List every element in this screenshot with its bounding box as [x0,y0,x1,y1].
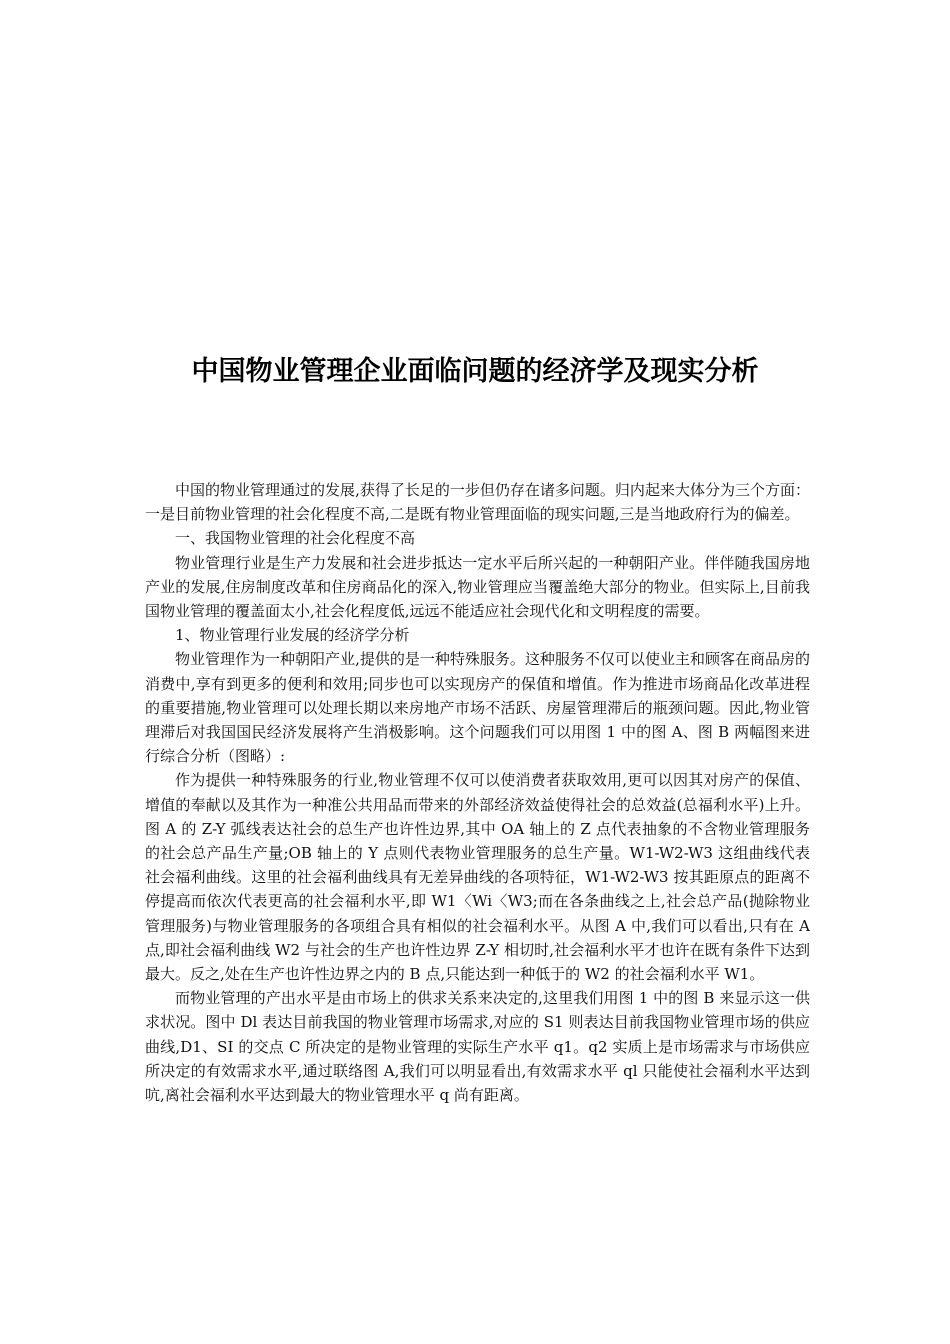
paragraph-industry: 物业管理行业是生产力发展和社会进步抵达一定水平后所兴起的一种朝阳产业。伴伴随我国房地产业的发展,住房制度改革和住房商品化的深入,物业管理应当覆盖绝大部分的物业。但实际上,目前我国物业管理的覆盖面太小,社会化程度低,远远不能适应社会现代化和文明程度的需要。 [145,553,810,621]
paragraph-figure-a: 作为提供一种特殊服务的行业,物业管理不仅可以使消费者获取效用,更可以因其对房产的保值、增值的奉献以及其作为一种准公共用品而带来的外部经济效益使得社会的总效益(总福利水平)上升。图 A 的 Z-Y 弧线表达社会的总生产也许性边界,其中 OA 轴上的 Z 点代表抽象的不含物业管理服务的社会总产品生产量;OB 轴上的 Y 点则代表物业管理服务的总生产量。W1-W2-W3 这组曲线代表社会福利曲线。这里的社会福利曲线具有无差异曲线的各项特征，W1-W2-W3 按其距原点的距离不停提高而依次代表更高的社会福利水平,即 W1〈Wi〈W3;而在各条曲线之上,社会总产品(抛除物业管理服务)与物业管理服务的各项组合具有相似的社会福利水平。从图 A 中,我们可以看出,只有在 A 点,即社会福利曲线 W2 与社会的生产也许性边界 Z-Y 相切时,社会福利水平才也许在既有条件下达到最大。反之,处在生产也许性边界之内的 B 点,只能达到一种低于的 W2 的社会福利水平 W1。 [145,771,810,984]
paragraph-figure-b: 而物业管理的产出水平是由市场上的供求关系来决定的,这里我们用图 1 中的图 B 来显示这一供求状况。图中 Dl 表达目前我国的物业管理市场需求,对应的 S1 则表达目前我国物业管理市场的供应曲线,D1、SI 的交点 C 所决定的是物业管理的实际生产水平 q1。q2 实质上是市场需求与市场供应所决定的有效需求水平,通过联络图 A,我们可以明显看出,有效需求水平 ql 只能使社会福利水平达到吭,离社会福利水平达到最大的物业管理水平 q 尚有距离。 [145,989,810,1105]
document-title: 中国物业管理企业面临问题的经济学及现实分析 [191,356,759,387]
section-heading-1: 一、我国物业管理的社会化程度不高 [175,529,416,548]
document-body [145,478,810,1107]
paragraph-service: 物业管理作为一种朝阳产业,提供的是一种特殊服务。这种服务不仅可以使业主和顾客在商品房的消费中,享有到更多的便利和效用;同步也可以实现房产的保值和增值。作为推进市场商品化改革进程的重要措施,物业管理可以处理长期以来房地产市场不活跃、房屋管理滞后的瓶颈问题。因此,物业管理滞后对我国国民经济发展将产生消极影响。这个问题我们可以用图 1 中的图 A、图 B 两幅图来进行综合分析（图略）: [145,650,810,766]
paragraph-intro: 中国的物业管理通过的发展,获得了长足的一步但仍存在诸多问题。归内起来大体分为三个方面：一是目前物业管理的社会化程度不高,二是既有物业管理面临的现实问题,三是当地政府行为的偏差。 [145,481,810,524]
subsection-heading-1: 1、物业管理行业发展的经济学分析 [175,626,410,645]
